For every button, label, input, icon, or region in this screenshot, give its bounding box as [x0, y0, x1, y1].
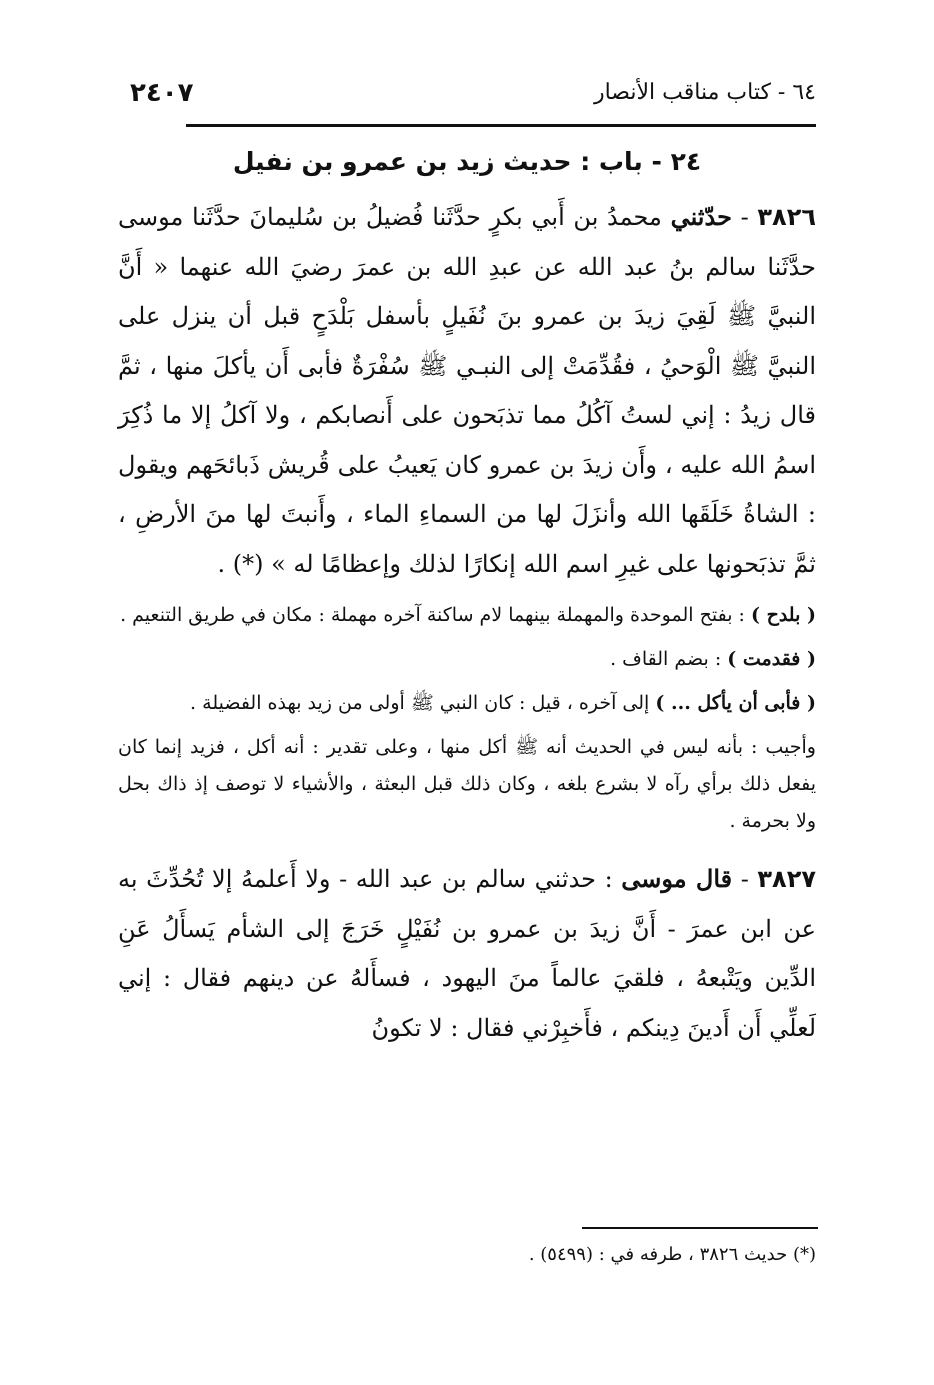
- hadith-intro: حدّثني: [670, 202, 732, 231]
- hadith-number: ٣٨٢٦: [757, 203, 816, 231]
- hadith-text: : حدثني سالم بن عبد الله - ولا أَعلمهُ إلا تُحُدِّثَ به عن ابن عمرَ - أَنَّ زيدَ بن عمرو بن نُفَيْلٍ خَرَجَ إلى الشأم يَسأَلُ عَنِ الدِّين ويَتْبعهُ ، فلقيَ عالماً منَ اليهود ، فسأَلهُ عن دينهم فقال : إني لَعلِّي أَن أَدينَ دِينكم ، فأَخبِرْني فقال : لا تكونُ: [118, 865, 816, 1042]
- footnote-divider: [582, 1227, 818, 1229]
- note-item: [118, 729, 816, 840]
- header-divider: [186, 124, 816, 127]
- hadith-text: محمدُ بن أَبي بكرٍ حدَّثَنا فُضيلُ بن سُليمانَ حدَّثَنا موسى حدَّثَنا سالم بنُ عبد الله عن عبدِ الله بن عمرَ رضيَ الله عنهما « أَنَّ النبيَّ ﷺ لَقِيَ زيدَ بن عمرو بنَ نُفَيلٍ بأسفل بَلْدَحٍ قبل أن ينزل على النبيَّ ﷺ الْوَحيُ ، فقُدِّمَتْ إلى النبـي ﷺ سُفْرَةٌ فأبى أَن يأكلَ منها ، ثمَّ قال زيدُ : إني لستُ آكُلُ مما تذبَحون على أَنصابكم ، ولا آكلُ إلا ما ذُكِرَ اسمُ الله عليه ، وأَن زيدَ بن عمرو كان يَعيبُ على قُريش ذَبائحَهم ويقول : الشاةُ خَلَقَها الله وأنزَلَ لها من السماءِ الماء ، وأَنبتَ لها منَ الأرضِ ، ثمَّ تذبَحونها على غيرِ اسم الله إنكارًا لذلك وإعظامًا له » (*) .: [118, 203, 816, 578]
- hadith-number: ٣٨٢٧: [757, 865, 816, 893]
- note-text: وأجيب : بأنه ليس في الحديث أنه ﷺ أكل منها ، وعلى تقدير : أنه أكل ، فزيد إنما كان يفعل ذلك برأي رآه لا بشرع بلغه ، وكان ذلك قبل البعثة ، والأشياء لا توصف إذ ذاك بحل ولا بحرمة .: [118, 736, 816, 832]
- hadith-dash: -: [731, 203, 758, 231]
- note-text: : بفتح الموحدة والمهملة بينهما لام ساكنة آخره مهملة : مكان في طريق التنعيم .: [120, 604, 751, 626]
- hadith-intro: قال موسى: [621, 864, 733, 893]
- note-text: : بضم القاف .: [610, 648, 728, 670]
- commentary-notes: [118, 597, 816, 840]
- page-header: [126, 78, 816, 118]
- book-title: ٦٤ - كتاب مناقب الأنصار: [593, 80, 816, 105]
- chapter-title: ٢٤ - باب : حديث زيد بن عمرو بن نفيل: [232, 147, 702, 176]
- note-item: [118, 685, 816, 722]
- hadith-dash: -: [732, 865, 758, 893]
- page-number: ٢٤٠٧: [130, 78, 194, 108]
- hadith-3827: [118, 854, 816, 1053]
- note-term: ( فقدمت ): [727, 648, 816, 670]
- note-text: إلى آخره ، قيل : كان النبي ﷺ أولى من زيد بهذه الفضيلة .: [190, 692, 656, 714]
- note-term: ( بلدح ): [750, 604, 816, 626]
- note-item: [118, 641, 816, 678]
- note-item: [118, 597, 816, 634]
- hadith-3826: [118, 192, 816, 589]
- note-term: ( فأبى أن يأكل ... ): [655, 692, 816, 714]
- main-text: [118, 140, 816, 1053]
- footnote: (*) حديث ٣٨٢٦ ، طرفه في : (٥٤٩٩) .: [528, 1244, 816, 1265]
